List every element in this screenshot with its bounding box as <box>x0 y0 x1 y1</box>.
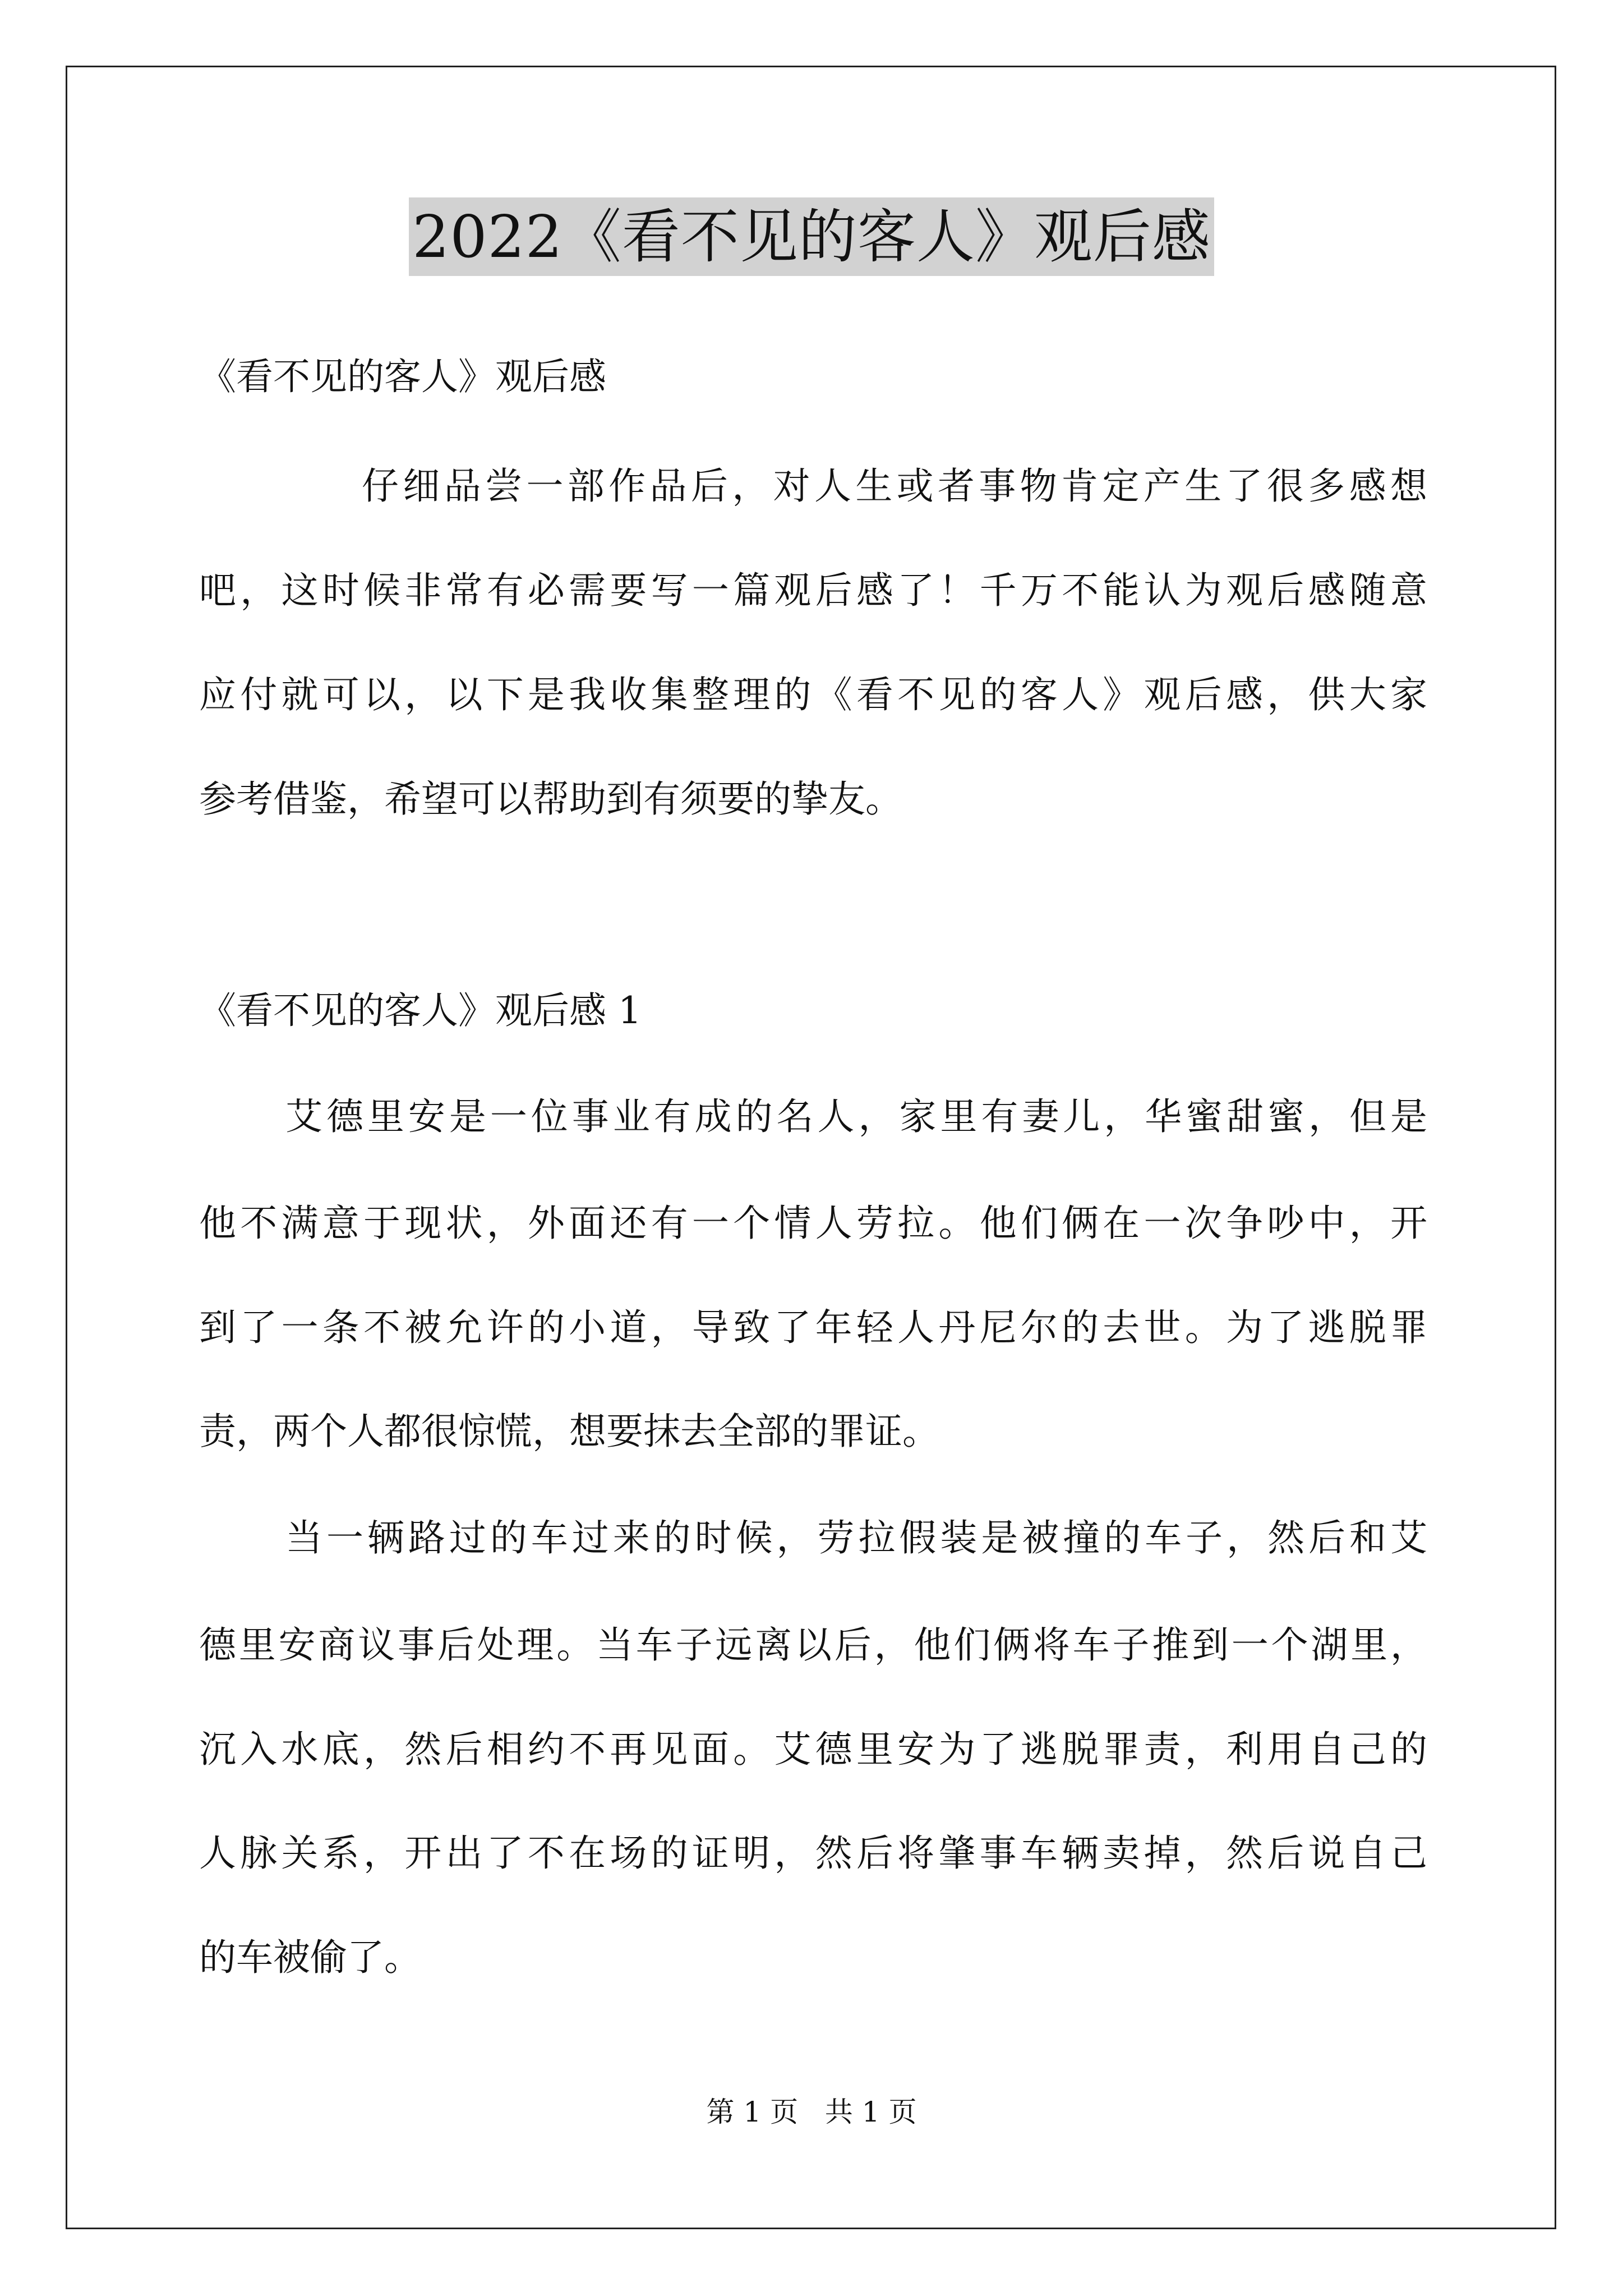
para2-line-1: 当一辆路过的车过来的时候，劳拉假装是被撞的车子，然后和艾 <box>285 1516 1427 1559</box>
intro-heading: 《看不见的客人》观后感 <box>199 355 606 398</box>
para1-line-2: 他不满意于现状，外面还有一个情人劳拉。他们俩在一次争吵中，开 <box>199 1202 1427 1245</box>
intro-line-2: 吧，这时候非常有必需要写一篇观后感了！千万不能认为观后感随意 <box>199 569 1427 612</box>
intro-line-4: 参考借鉴，希望可以帮助到有须要的挚友。 <box>199 777 902 821</box>
para2-line-3: 沉入水底，然后相约不再见面。艾德里安为了逃脱罪责，利用自己的 <box>199 1728 1427 1771</box>
page-footer <box>0 2095 1623 2129</box>
section-1-heading: 《看不见的客人》观后感 1 <box>199 989 642 1032</box>
intro-line-1: 仔细品尝一部作品后，对人生或者事物肯定产生了很多感想 <box>362 464 1427 508</box>
para1-line-4: 责，两个人都很惊慌，想要抹去全部的罪证。 <box>199 1410 939 1453</box>
para2-line-4: 人脉关系，开出了不在场的证明，然后将肇事车辆卖掉，然后说自己 <box>199 1832 1427 1875</box>
intro-line-3: 应付就可以，以下是我收集整理的《看不见的客人》观后感，供大家 <box>199 673 1427 716</box>
document-title: 2022《看不见的客人》观后感 <box>409 197 1214 276</box>
title-container <box>0 197 1623 276</box>
para1-line-1: 艾德里安是一位事业有成的名人，家里有妻儿，华蜜甜蜜，但是 <box>285 1095 1427 1138</box>
para2-line-2: 德里安商议事后处理。当车子远离以后，他们俩将车子推到一个湖里， <box>199 1623 1427 1667</box>
para1-line-3: 到了一条不被允许的小道，导致了年轻人丹尼尔的去世。为了逃脱罪 <box>199 1306 1427 1349</box>
page-number: 第 1 页 <box>706 2096 799 2128</box>
para2-line-5: 的车被偷了。 <box>199 1936 421 1979</box>
page-total: 共 1 页 <box>824 2096 917 2128</box>
